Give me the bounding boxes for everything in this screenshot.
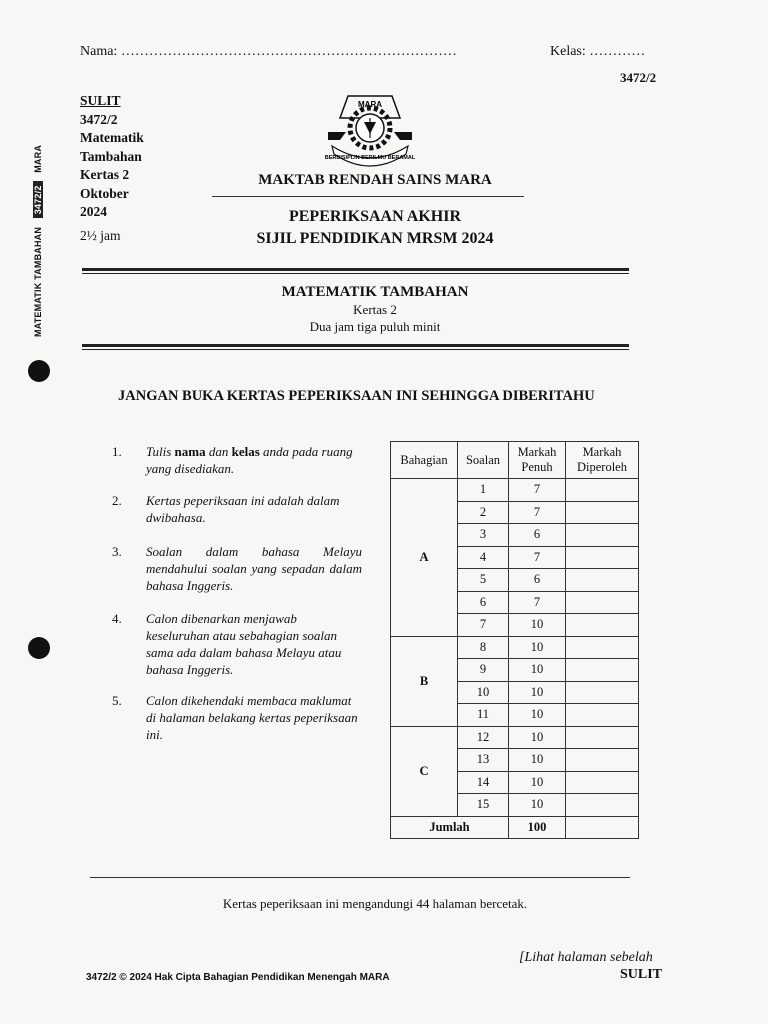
full-marks-cell: 10 (509, 749, 566, 772)
next-page-note: [Lihat halaman sebelah (519, 950, 653, 965)
meta-duration: 2½ jam (80, 228, 121, 243)
logo-motto-text: BERDISIPLIN BERILMU BERAMAL (324, 155, 416, 161)
subject-paper: Kertas 2 (353, 302, 397, 317)
side-strip-mara: MARA (33, 144, 43, 173)
table-row (391, 636, 639, 659)
marks-obtained-cell[interactable] (566, 749, 639, 772)
subject-title: MATEMATIK TAMBAHAN (281, 284, 469, 300)
instruction-number: 1. (112, 444, 122, 459)
full-marks-cell: 10 (509, 636, 566, 659)
question-number-cell: 11 (458, 704, 509, 727)
full-marks-cell: 7 (509, 546, 566, 569)
marks-obtained-cell[interactable] (566, 614, 639, 637)
question-number-cell: 1 (458, 479, 509, 502)
instruction-text: Calon dikehendaki membaca maklumat di halaman belakang kertas peperiksaan ini. (146, 693, 358, 742)
question-number-cell: 3 (458, 524, 509, 547)
rule-top (82, 268, 629, 274)
punch-hole-bottom (28, 637, 50, 659)
full-marks-cell: 10 (509, 614, 566, 637)
footer-sulit: SULIT (620, 967, 663, 982)
meta-code: 3472/2 (80, 111, 118, 127)
section-cell: C (391, 726, 458, 816)
instruction-2 (112, 492, 362, 526)
side-strip-subject: MATEMATIK TAMBAHAN (33, 226, 43, 337)
table-header-row (391, 442, 639, 479)
instruction-3 (112, 543, 362, 594)
instruction-text: Tulis nama dan kelas anda pada ruang yang disediakan. (146, 444, 353, 476)
question-number-cell: 10 (458, 681, 509, 704)
instruction-1 (112, 443, 362, 477)
question-number-cell: 13 (458, 749, 509, 772)
paper-code-top: 3472/2 (620, 70, 657, 85)
total-row (391, 816, 639, 839)
question-number-cell: 2 (458, 501, 509, 524)
institution-name: MAKTAB RENDAH SAINS MARA (258, 172, 492, 188)
marks-table (390, 441, 639, 839)
side-strip-code: 3472/2 (33, 181, 43, 218)
instruction-text: Kertas peperiksaan ini adalah dalam dwibahasa. (146, 493, 340, 525)
marks-obtained-cell[interactable] (566, 794, 639, 817)
full-marks-cell: 7 (509, 501, 566, 524)
question-number-cell: 8 (458, 636, 509, 659)
instruction-text: Soalan dalam bahasa Melayu mendahului soalan yang sepadan dalam bahasa Inggeris. (146, 544, 362, 593)
exam-title-2: SIJIL PENDIDIKAN MRSM 2024 (256, 230, 494, 247)
marks-obtained-cell[interactable] (566, 501, 639, 524)
copyright-line: 3472/2 © 2024 Hak Cipta Bahagian Pendidikan Menengah MARA (86, 972, 390, 983)
question-number-cell: 6 (458, 591, 509, 614)
section-cell: B (391, 636, 458, 726)
question-number-cell: 7 (458, 614, 509, 637)
marks-obtained-cell[interactable] (566, 546, 639, 569)
page-count-note: Kertas peperiksaan ini mengandungi 44 halaman bercetak. (222, 896, 528, 911)
full-marks-cell: 10 (509, 771, 566, 794)
subject-duration: Dua jam tiga puluh minit (309, 319, 441, 334)
sulit-label: SULIT (80, 93, 121, 108)
marks-obtained-cell[interactable] (566, 771, 639, 794)
side-binding-strip (33, 144, 47, 337)
marks-obtained-cell[interactable] (566, 479, 639, 502)
marks-obtained-cell[interactable] (566, 636, 639, 659)
full-marks-cell: 10 (509, 659, 566, 682)
marks-obtained-cell[interactable] (566, 569, 639, 592)
marks-obtained-cell[interactable] (566, 659, 639, 682)
marks-obtained-cell[interactable] (566, 726, 639, 749)
instruction-number: 4. (112, 611, 122, 626)
full-marks-cell: 10 (509, 726, 566, 749)
full-marks-cell: 7 (509, 591, 566, 614)
full-marks-cell: 6 (509, 524, 566, 547)
full-marks-cell: 10 (509, 704, 566, 727)
meta-month: Oktober (80, 185, 129, 201)
instruction-text: Calon dibenarkan menjawab keseluruhan atau sebahagian soalan sama ada dalam bahasa Melayu atau bahasa Inggeris. (146, 611, 342, 677)
instruction-5 (112, 692, 362, 743)
meta-year: 2024 (80, 204, 107, 219)
marks-obtained-cell[interactable] (566, 524, 639, 547)
question-number-cell: 12 (458, 726, 509, 749)
table-row (391, 726, 639, 749)
footer-rule (90, 877, 630, 878)
class-field[interactable]: Kelas: ………… (550, 44, 646, 59)
meta-subject-2: Tambahan (80, 148, 142, 164)
full-marks-cell: 7 (509, 479, 566, 502)
header-bahagian: Bahagian (391, 442, 458, 479)
total-label: Jumlah (391, 816, 509, 839)
meta-paper: Kertas 2 (80, 167, 130, 182)
do-not-open-warning: JANGAN BUKA KERTAS PEPERIKSAAN INI SEHINGGA DIBERITAHU (118, 388, 595, 404)
question-number-cell: 5 (458, 569, 509, 592)
marks-obtained-cell[interactable] (566, 704, 639, 727)
meta-subject-1: Matematik (80, 130, 144, 145)
table-row (391, 479, 639, 502)
question-number-cell: 15 (458, 794, 509, 817)
instruction-number: 2. (112, 493, 122, 508)
punch-hole-top (28, 360, 50, 382)
instruction-number: 3. (112, 544, 122, 559)
meta-block (80, 92, 144, 222)
header-markah-penuh: Markah Penuh (509, 442, 566, 479)
section-cell: A (391, 479, 458, 637)
question-number-cell: 4 (458, 546, 509, 569)
full-marks-cell: 6 (509, 569, 566, 592)
question-number-cell: 14 (458, 771, 509, 794)
total-obtained-cell[interactable] (566, 816, 639, 839)
rule-bottom (82, 344, 629, 350)
instruction-4 (112, 610, 362, 678)
instruction-number: 5. (112, 693, 122, 708)
full-marks-cell: 10 (509, 794, 566, 817)
full-marks-cell: 10 (509, 681, 566, 704)
header-markah-diperoleh: Markah Diperoleh (566, 442, 639, 479)
name-field[interactable]: Nama: ……………………………………………………………… (80, 44, 457, 59)
marks-obtained-cell[interactable] (566, 681, 639, 704)
institution-underline (212, 196, 524, 197)
exam-title-1: PEPERIKSAAN AKHIR (288, 208, 462, 225)
header-soalan: Soalan (458, 442, 509, 479)
mrsm-logo-icon (318, 88, 422, 170)
total-value: 100 (509, 816, 566, 839)
marks-table-body (391, 479, 639, 839)
question-number-cell: 9 (458, 659, 509, 682)
marks-obtained-cell[interactable] (566, 591, 639, 614)
logo-mara-text: MARA (358, 100, 382, 109)
